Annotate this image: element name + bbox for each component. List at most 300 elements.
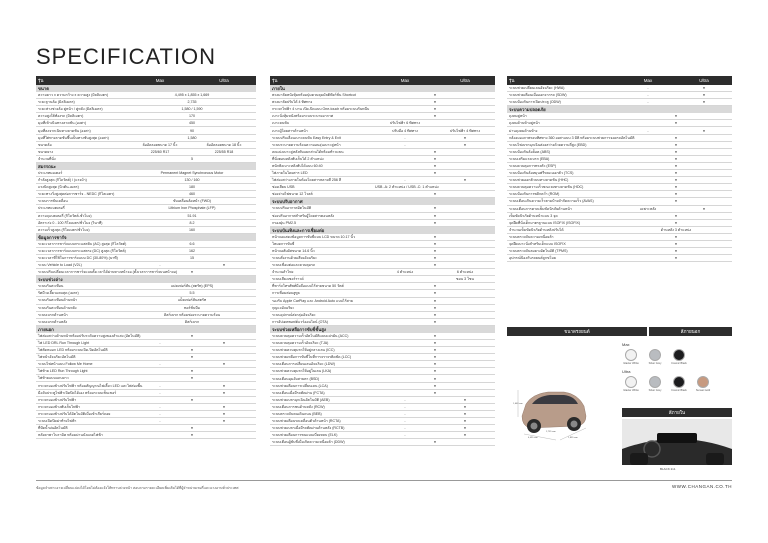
spec-value: ● xyxy=(190,433,194,438)
spec-row xyxy=(270,135,495,142)
spec-label: ช่องเสียบ USB xyxy=(272,185,295,190)
spec-label: ไฟส่องสว่างด้านหน้าพร้อมปรับระดับความสูงของลำแสง (อัตโนมัติ) xyxy=(38,333,141,338)
spec-label: กระจกมองข้างพับเก็บไฟฟ้า xyxy=(38,404,81,409)
color-swatch xyxy=(646,349,664,365)
spec-label: หน้าจอสัมผัสขนาด 14.6 นิ้ว xyxy=(272,248,315,253)
spec-value-ultra: ● xyxy=(702,86,706,91)
spec-row xyxy=(36,297,256,304)
spec-label: ไฟหน้าอัจฉริยะอัตโนมัติ xyxy=(38,355,76,360)
spec-row xyxy=(36,305,256,312)
spec-value: ● xyxy=(674,121,678,126)
spec-label: ระบบกันสะเทือนด้านหลัง xyxy=(38,305,77,310)
spec-row xyxy=(507,198,732,205)
spec-value: ด้านหลัง 3 ตำแหน่ง xyxy=(660,227,692,232)
spec-label: ระบบเตือนการชนด้านหลัง (RCW) xyxy=(272,404,325,409)
spec-value-ultra: ● xyxy=(222,404,226,409)
spec-label: หลังคาพาโนรามิค พร้อมม่านบังแดดไฟฟ้า xyxy=(38,433,103,438)
spec-row xyxy=(270,375,495,382)
spec-label: ที่นั่งตอนหลังพับเก็บได้ 2 ตำแหน่ง xyxy=(272,156,324,161)
spec-value: ● xyxy=(674,242,678,247)
spec-row xyxy=(36,142,256,149)
spec-label: ลดแบ่งเบาะคู่หลังพับแยกส่วนได้พร้อมท้าวแขน xyxy=(272,149,344,154)
spec-row xyxy=(507,99,732,106)
spec-label: ระบบช่วยเบรกฉุกเฉินอัตโนมัติ (AEB) xyxy=(272,397,330,402)
spec-row xyxy=(36,191,256,198)
spec-value-max: - xyxy=(159,411,161,416)
spec-row xyxy=(36,283,256,290)
spec-row xyxy=(270,163,495,170)
spec-label: ระบบควบคุมความเร็วขณะลงทางลาดชัน (HDC) xyxy=(509,185,584,190)
spec-label: ระบบอุปกรณ์ส่งกลุ่มอัจฉริยะ xyxy=(272,312,316,317)
section-header: ภายนอก xyxy=(36,326,256,333)
spec-value-max: - xyxy=(404,142,406,147)
spec-value: 180 xyxy=(189,185,195,190)
header-ultra: Ultra xyxy=(699,78,709,83)
spec-row xyxy=(36,99,256,106)
spec-label: ถุงลมด้านข้างคู่หน้า xyxy=(509,121,540,126)
spec-row xyxy=(507,149,732,156)
spec-row xyxy=(270,262,495,269)
spec-label: ระบบตรวจจับลมยางอัตโนมัติ (TPMS) xyxy=(509,249,568,254)
spec-value: ทอร์ชั่นบีม xyxy=(183,305,200,310)
spec-value: ● xyxy=(433,107,437,112)
page-title: SPECIFICATION xyxy=(36,44,217,69)
spec-row xyxy=(507,255,732,262)
spec-value: ● xyxy=(190,348,194,353)
spec-value: 2,735 xyxy=(187,100,197,105)
interior-color-header: สีภายใน xyxy=(622,408,732,417)
footnote: ข้อมูลจำเพาะอาจเปลี่ยนแปลงได้โดยไม่ต้องแจ้งให้ทราบล่วงหน้า สอบถามรายละเอียดเพิ่มเติมได้ที่ผู้จำหน่ายเชอรี่และฉางอานทั่วประเทศ xyxy=(36,486,239,490)
spec-row xyxy=(270,156,495,163)
spec-value-ultra: ● xyxy=(463,178,467,183)
spec-label: ระบบเบรกด้านหน้า xyxy=(38,312,68,317)
spec-value: ดิสก์เบรก พร้อมช่องระบายความร้อน xyxy=(163,312,221,317)
header-ultra: Ultra xyxy=(460,78,470,83)
spec-value-ultra: ปรับไฟฟ้า 4 ทิศทาง xyxy=(449,128,481,133)
section-header: สมรรถนะ xyxy=(36,163,256,170)
spec-row xyxy=(507,170,732,177)
spec-value-max: - xyxy=(404,419,406,424)
table-header xyxy=(507,76,732,85)
spec-row xyxy=(36,333,256,340)
spec-value-max: 225/60 R17 xyxy=(150,149,170,154)
spec-label: ประเภทแบตเตอรี่ xyxy=(38,206,65,211)
spec-label: ความจุแบตเตอรี่ (กิโลวัตต์-ชั่วโมง) xyxy=(38,213,92,218)
spec-value-ultra: ● xyxy=(463,419,467,424)
spec-row xyxy=(36,354,256,361)
spec-row xyxy=(270,184,495,191)
spec-label: ไฟ LED DRL Run Through Light xyxy=(38,340,90,345)
spec-label: พวงมาลัยปรับได้ 4 ทิศทาง xyxy=(272,100,313,105)
spec-value: 6.6 xyxy=(189,241,195,246)
spec-row xyxy=(36,127,256,134)
spec-value: ● xyxy=(190,270,194,275)
spec-label: ระบบควบคุมการทรงตัว (ESP) xyxy=(509,163,557,168)
spec-value-ultra: ● xyxy=(702,128,706,133)
spec-label: ไฟท้ายแบบแถบยาว xyxy=(38,376,69,381)
spec-value-max: - xyxy=(404,433,406,438)
spec-row xyxy=(270,283,495,290)
spec-label: ระบบระบายความร้อนความอบอุ่นเบาะคู่หน้า xyxy=(272,142,341,147)
spec-value: ● xyxy=(433,348,437,353)
spec-label: ระบบตรวจจับความเหนื่อยล้า xyxy=(509,234,554,239)
spec-row xyxy=(36,213,256,220)
spec-value: 51.91 xyxy=(187,213,197,218)
spec-row xyxy=(270,120,495,127)
spec-value: 460 xyxy=(189,192,195,197)
spec-value-ultra: ● xyxy=(463,433,467,438)
spec-value: ● xyxy=(674,178,678,183)
spec-value: ● xyxy=(433,213,437,218)
interior-image xyxy=(622,419,732,465)
spec-row xyxy=(270,241,495,248)
spec-value-max: 4 ตำแหน่ง xyxy=(396,270,414,275)
header-max: Max xyxy=(155,78,165,83)
spec-row xyxy=(36,149,256,156)
spec-row xyxy=(270,418,495,425)
spec-row xyxy=(507,120,732,127)
spec-value-ultra: ● xyxy=(222,383,226,388)
spec-value: ● xyxy=(433,355,437,360)
spec-label: ขนาดล้อ xyxy=(38,142,52,147)
spec-value-ultra: ● xyxy=(463,411,467,416)
spec-value: ● xyxy=(674,114,678,119)
spec-value: แม็คเฟอร์สันสตรัท xyxy=(177,298,207,303)
spec-label: ระบบช่วยเหลือการขับขี่ในที่การจราจรติดขัด (LCC) xyxy=(272,355,352,360)
spec-value-max: - xyxy=(159,362,161,367)
spec-value: ● xyxy=(674,171,678,176)
spec-label: ระยะเวลาการชาร์จแบบกระแสสลับ (AC) สูงสุด (กิโลวัตต์) xyxy=(38,241,127,246)
spec-row xyxy=(36,184,256,191)
spec-label: ช่องจ่ายไฟขนาด 12 โวลต์ xyxy=(272,192,313,197)
spec-value: ● xyxy=(433,100,437,105)
spec-value: ● xyxy=(674,156,678,161)
exterior-color-header: สีภายนอก xyxy=(649,327,732,336)
spec-label: ระบบสั่งงานด้วยเสียงอัจฉริยะ xyxy=(272,256,318,261)
spec-row xyxy=(270,354,495,361)
swatch-dot xyxy=(673,376,685,388)
spec-row xyxy=(507,206,732,213)
spec-row xyxy=(507,248,732,255)
swatch-dot xyxy=(673,349,685,361)
spec-row xyxy=(36,397,256,404)
spec-row xyxy=(270,298,495,305)
swatch-dot xyxy=(625,376,637,388)
spec-row xyxy=(36,135,256,142)
spec-value: 4,495 x 1,855 x 1,669 xyxy=(174,93,210,98)
spec-value-max: - xyxy=(159,383,161,388)
spec-row xyxy=(270,432,495,439)
spec-row xyxy=(270,106,495,113)
spec-value: ● xyxy=(674,220,678,225)
spec-row xyxy=(36,269,256,276)
spec-value: ● xyxy=(190,376,194,381)
spec-value-ultra: ● xyxy=(222,418,226,423)
spec-label: ที่ชาร์จโทรศัพท์มือถือแบบไร้สายขนาด 50 วัตต์ xyxy=(272,284,344,289)
spec-row xyxy=(507,142,732,149)
swatch-name: Cosmic Black xyxy=(671,389,687,392)
spec-label: การอัปเดตซอฟต์แวร์ออนไลน์ (OTA) xyxy=(272,319,328,324)
section-header: ระบบปรับอากาศ xyxy=(270,198,495,205)
spec-label: ความเร็วสูงสุด (กิโลเมตร/ชั่วโมง) xyxy=(38,227,90,232)
spec-value-max: - xyxy=(647,128,649,133)
spec-row xyxy=(36,241,256,248)
spec-value-max: - xyxy=(404,397,406,402)
spec-label: ระบบตรวจจับคนเดินถนน (BEB) xyxy=(272,411,322,416)
spec-label: เบาะนั่งหุ้มหนังพร้อมระบบระบายอากาศ xyxy=(272,114,334,119)
spec-label: รองรับ Apple CarPlay และ Android Auto แบบไร้สาย xyxy=(272,298,353,303)
spec-value-max: - xyxy=(404,404,406,409)
spec-row xyxy=(270,170,495,177)
spec-value: 450 xyxy=(189,121,195,126)
spec-value-ultra: ● xyxy=(463,397,467,402)
website-link[interactable]: WWW.CHANGAN.CO.TH xyxy=(672,484,732,489)
spec-table-column-3 xyxy=(507,76,732,262)
spec-row xyxy=(270,347,495,354)
spec-row xyxy=(507,241,732,248)
spec-value: ● xyxy=(433,263,437,268)
spec-row xyxy=(36,262,256,269)
spec-value: ● xyxy=(190,333,194,338)
spec-label: ระบบเตือนมุมอับสายตา (BSD) xyxy=(272,376,320,381)
spec-label: กระจกมองข้างปรับไฟฟ้า พร้อมสัญญาณไฟเลี้ยว LED และไฟส่องพื้น xyxy=(38,383,143,388)
spec-value: ● xyxy=(190,369,194,374)
spec-value: 170 xyxy=(189,114,195,119)
footer-divider xyxy=(36,480,732,481)
spec-row xyxy=(36,347,256,354)
spec-value: ● xyxy=(433,440,437,445)
table-header xyxy=(36,76,256,85)
spec-row xyxy=(36,375,256,382)
spec-value: ● xyxy=(433,220,437,225)
spec-value: ● xyxy=(433,163,437,168)
spec-row xyxy=(36,404,256,411)
length-dim: 4,495 mm xyxy=(528,437,538,439)
height-dim: 1,669 mm xyxy=(513,403,523,405)
spec-row xyxy=(36,255,256,262)
car-dimensions-image xyxy=(512,372,590,442)
ultra-swatch-row xyxy=(622,376,732,392)
spec-value: แม่คเฟอร์สัน (สตรัท) (EPS) xyxy=(170,284,214,289)
spec-label: ความยาว x ความกว้าง x ความสูง (มิลลิเมตร) xyxy=(38,93,109,98)
spec-label: กระจกมองข้างปรับได้อัตโนมัติเมื่อเข้าเกียร์ถอย xyxy=(38,411,111,416)
spec-value-max: - xyxy=(159,404,161,409)
spec-row xyxy=(270,205,495,212)
spec-value: 15 xyxy=(190,256,194,261)
spec-value: ● xyxy=(433,234,437,239)
header-item: รุ่น xyxy=(38,78,44,83)
spec-value-ultra: ● xyxy=(463,426,467,431)
spec-value: ● xyxy=(433,241,437,246)
spec-row xyxy=(507,234,732,241)
spec-label: เข็มขัดนิรภัยด้านหน้าแบบ 3 จุด xyxy=(509,213,558,218)
spec-label: กรองฝุ่น PM2.5 xyxy=(272,220,296,225)
spec-label: มุมที่ลงจากเนินทางลาดชัน (องศา) xyxy=(38,128,91,133)
spec-table-column-2 xyxy=(270,76,495,446)
spec-row xyxy=(36,312,256,319)
color-swatch xyxy=(622,349,640,365)
spec-value-ultra: 6 ตำแหน่ง xyxy=(456,270,474,275)
spec-label: ระบบควบคุมความเร็วอัจฉริยะ (TJA) xyxy=(272,341,329,346)
spec-row xyxy=(270,368,495,375)
spec-label: ประเภทมอเตอร์ xyxy=(38,170,63,175)
spec-value: Lithium Iron Phosphate (LFP) xyxy=(168,206,216,211)
spec-row xyxy=(36,220,256,227)
spec-row xyxy=(270,411,495,418)
spec-value: ● xyxy=(433,284,437,289)
spec-row xyxy=(36,170,256,177)
spec-row xyxy=(270,383,495,390)
spec-label: ระบบป้องกันการพลิกคว่ำ (ROM) xyxy=(509,192,560,197)
color-swatch xyxy=(622,376,640,392)
spec-label: จุดยึดเบาะนั่งสำหรับเด็กแบบ ISOFIX xyxy=(509,242,566,247)
spec-row xyxy=(36,340,256,347)
spec-label: ระบบ Vehicle to Load (V2L) xyxy=(38,263,82,268)
spec-value-max: ปรับมือ 4 ทิศทาง xyxy=(392,128,418,133)
spec-label: ระบบเตือนการคาดเข็มขัดนิรภัยด้านหน้า xyxy=(509,206,572,211)
swatch-dot xyxy=(625,349,637,361)
spec-row xyxy=(270,255,495,262)
spec-value-ultra: ● xyxy=(222,390,226,395)
max-trim-label: Max xyxy=(622,342,630,347)
spec-value-max: ปรับไฟฟ้า 6 ทิศทาง xyxy=(389,121,421,126)
spec-row xyxy=(507,135,732,142)
spec-label: ระบบเบรกด้านหลัง xyxy=(38,319,68,324)
spec-value-max: - xyxy=(647,86,649,91)
spec-value: ● xyxy=(190,355,194,360)
spec-label: ระบบกันสะเทือนด้านหน้า xyxy=(38,298,78,303)
spec-row xyxy=(270,333,495,340)
spec-row xyxy=(36,227,256,234)
spec-row xyxy=(36,382,256,389)
spec-row xyxy=(270,191,495,198)
spec-value-ultra: ● xyxy=(702,100,706,105)
spec-value-ultra: ล้ออัลลอยขนาด 18 นิ้ว xyxy=(206,142,242,147)
spec-value-max: USB -A: 2 ตำแหน่ง / USB -C: 1 ตำแหน่ง xyxy=(375,185,439,190)
spec-value: 160 xyxy=(189,227,195,232)
spec-row xyxy=(270,361,495,368)
spec-label: การเชื่อมต่อบลูทูธ xyxy=(272,291,300,296)
spec-label: อัตราเร่ง 0 - 100 กิโลเมตร/ชั่วโมง (วินาที) xyxy=(38,220,103,225)
spec-label: เบาะผู้โดยสารด้านหน้า xyxy=(272,128,308,133)
section-header: ระบบบันเทิงและการเชื่อมต่อ xyxy=(270,227,495,234)
width-dim: 1,855 mm xyxy=(568,437,578,439)
color-swatch xyxy=(646,376,664,392)
spec-value: ● xyxy=(433,341,437,346)
spec-label: ระบบช่วยเตือนการชนแบบเบี่ยงหลบ (ELK) xyxy=(272,433,338,438)
swatch-name: Silver Grey xyxy=(648,362,662,365)
spec-label: ระบบป้องกันล้อล็อค (ABS) xyxy=(509,149,550,154)
spec-row xyxy=(36,113,256,120)
spec-row xyxy=(270,99,495,106)
spec-label: เบาะคนขับ xyxy=(272,121,290,126)
spec-value-ultra: ● xyxy=(222,411,226,416)
spec-label: โหมดการขับขี่ xyxy=(272,241,295,246)
spec-row xyxy=(36,156,256,163)
spec-row xyxy=(270,92,495,99)
spec-value: 1,580 / 1,590 xyxy=(181,107,203,112)
spec-label: ขนาดยาง xyxy=(38,149,54,154)
spec-label: ระบบเตือนผู้ขับขี่เมื่อเกิดความเหนื่อยล้า (DDW) xyxy=(272,440,345,445)
spec-value-ultra: ซอน 3 โซน xyxy=(456,277,474,282)
spec-row xyxy=(36,92,256,99)
spec-value: ● xyxy=(674,185,678,190)
header-item: รุ่น xyxy=(509,78,515,83)
spec-label: ระบบช่วยควบคุมรถให้อยู่ในเลน (LKA) xyxy=(272,369,332,374)
spec-row xyxy=(270,142,495,149)
spec-value: ● xyxy=(674,163,678,168)
spec-label: ม่านถุงลมด้านข้าง xyxy=(509,128,538,133)
spec-label: ไฟภายในโดยสาร LED xyxy=(272,171,308,176)
table-header xyxy=(270,76,495,85)
spec-value: 5.5 xyxy=(189,291,195,296)
spec-value: ● xyxy=(433,291,437,296)
header-max: Max xyxy=(400,78,410,83)
spec-label: จำนวนลำโพง xyxy=(272,270,294,275)
spec-row xyxy=(507,113,732,120)
spec-label: ระบบการขับเคลื่อน xyxy=(38,199,68,204)
spec-row xyxy=(270,213,495,220)
spec-value: ● xyxy=(433,93,437,98)
spec-label: ระบบเสริมแรงเบรก (EBA) xyxy=(509,156,550,161)
spec-row xyxy=(36,368,256,375)
spec-label: ระบบไฟหน้าแบบ Follow Me Home xyxy=(38,362,93,367)
spec-value: 5 xyxy=(191,156,193,161)
spec-row xyxy=(36,120,256,127)
spec-value-max: - xyxy=(159,263,161,268)
spec-row xyxy=(270,340,495,347)
spec-label: ระบบช่วยเตือนเมื่อออกจากรถ (SDW) xyxy=(509,93,567,98)
spec-row xyxy=(507,184,732,191)
spec-value: ● xyxy=(433,298,437,303)
spec-value: ● xyxy=(433,156,437,161)
spec-row xyxy=(36,418,256,425)
spec-value-ultra: ● xyxy=(702,206,706,211)
spec-row xyxy=(36,319,256,326)
spec-row xyxy=(507,227,732,234)
section-header: ขนาด xyxy=(36,85,256,92)
spec-row xyxy=(507,163,732,170)
spec-label: ระบบช่วยออกตัวบนทางลาดชัน (HHC) xyxy=(509,178,569,183)
spec-value: ● xyxy=(433,305,437,310)
exterior-size-header: ขนาดรถยนต์ xyxy=(507,327,647,336)
spec-value: ● xyxy=(190,397,194,402)
spec-label: รัศมีวงเลี้ยวแคบสุด (เมตร) xyxy=(38,291,79,296)
spec-value: ● xyxy=(674,135,678,140)
spec-value: ● xyxy=(674,149,678,154)
color-swatch xyxy=(694,376,712,392)
spec-value: 130 / 160 xyxy=(184,178,200,183)
spec-label: กล้องมองภาพรอบทิศทาง 360 องศาแบบ 3 มิติ พร้อมระบบช่วยการจอดรถอัตโนมัติ xyxy=(509,135,635,140)
spec-label: อุปกรณ์ป้องกันรถยนต์ถูกขโมย xyxy=(509,256,556,261)
spec-label: ระบบช่วยเปลี่ยนเลนอัจฉริยะ (HWA) xyxy=(509,86,565,91)
header-ultra: Ultra xyxy=(219,78,229,83)
spec-row xyxy=(270,234,495,241)
swatch-name: Glacier White xyxy=(623,362,639,365)
spec-value: Permanent Magnet Synchronous Motor xyxy=(160,170,224,175)
swatch-dot xyxy=(697,376,709,388)
max-swatch-row xyxy=(622,349,732,365)
section-header: ระบบความปลอดภัย xyxy=(507,106,732,113)
spec-label: ระบบช่วยเตือนรถเคลื่อนตัวด้านหน้า (RCTA) xyxy=(272,419,341,424)
spec-label: พวงมาลัยหนังหุ้มพร้อมปุ่มควบคุมมัลติฟังก์ชั่น Shortcut xyxy=(272,93,356,98)
spec-row xyxy=(270,390,495,397)
spec-value-max: ล้ออัลลอยขนาด 17 นิ้ว xyxy=(142,142,178,147)
spec-value-max: - xyxy=(404,178,406,183)
spec-label: ระบบเปิดปิดฝาท้ายไฟฟ้า xyxy=(38,418,77,423)
spec-row xyxy=(507,92,732,99)
spec-row xyxy=(36,390,256,397)
